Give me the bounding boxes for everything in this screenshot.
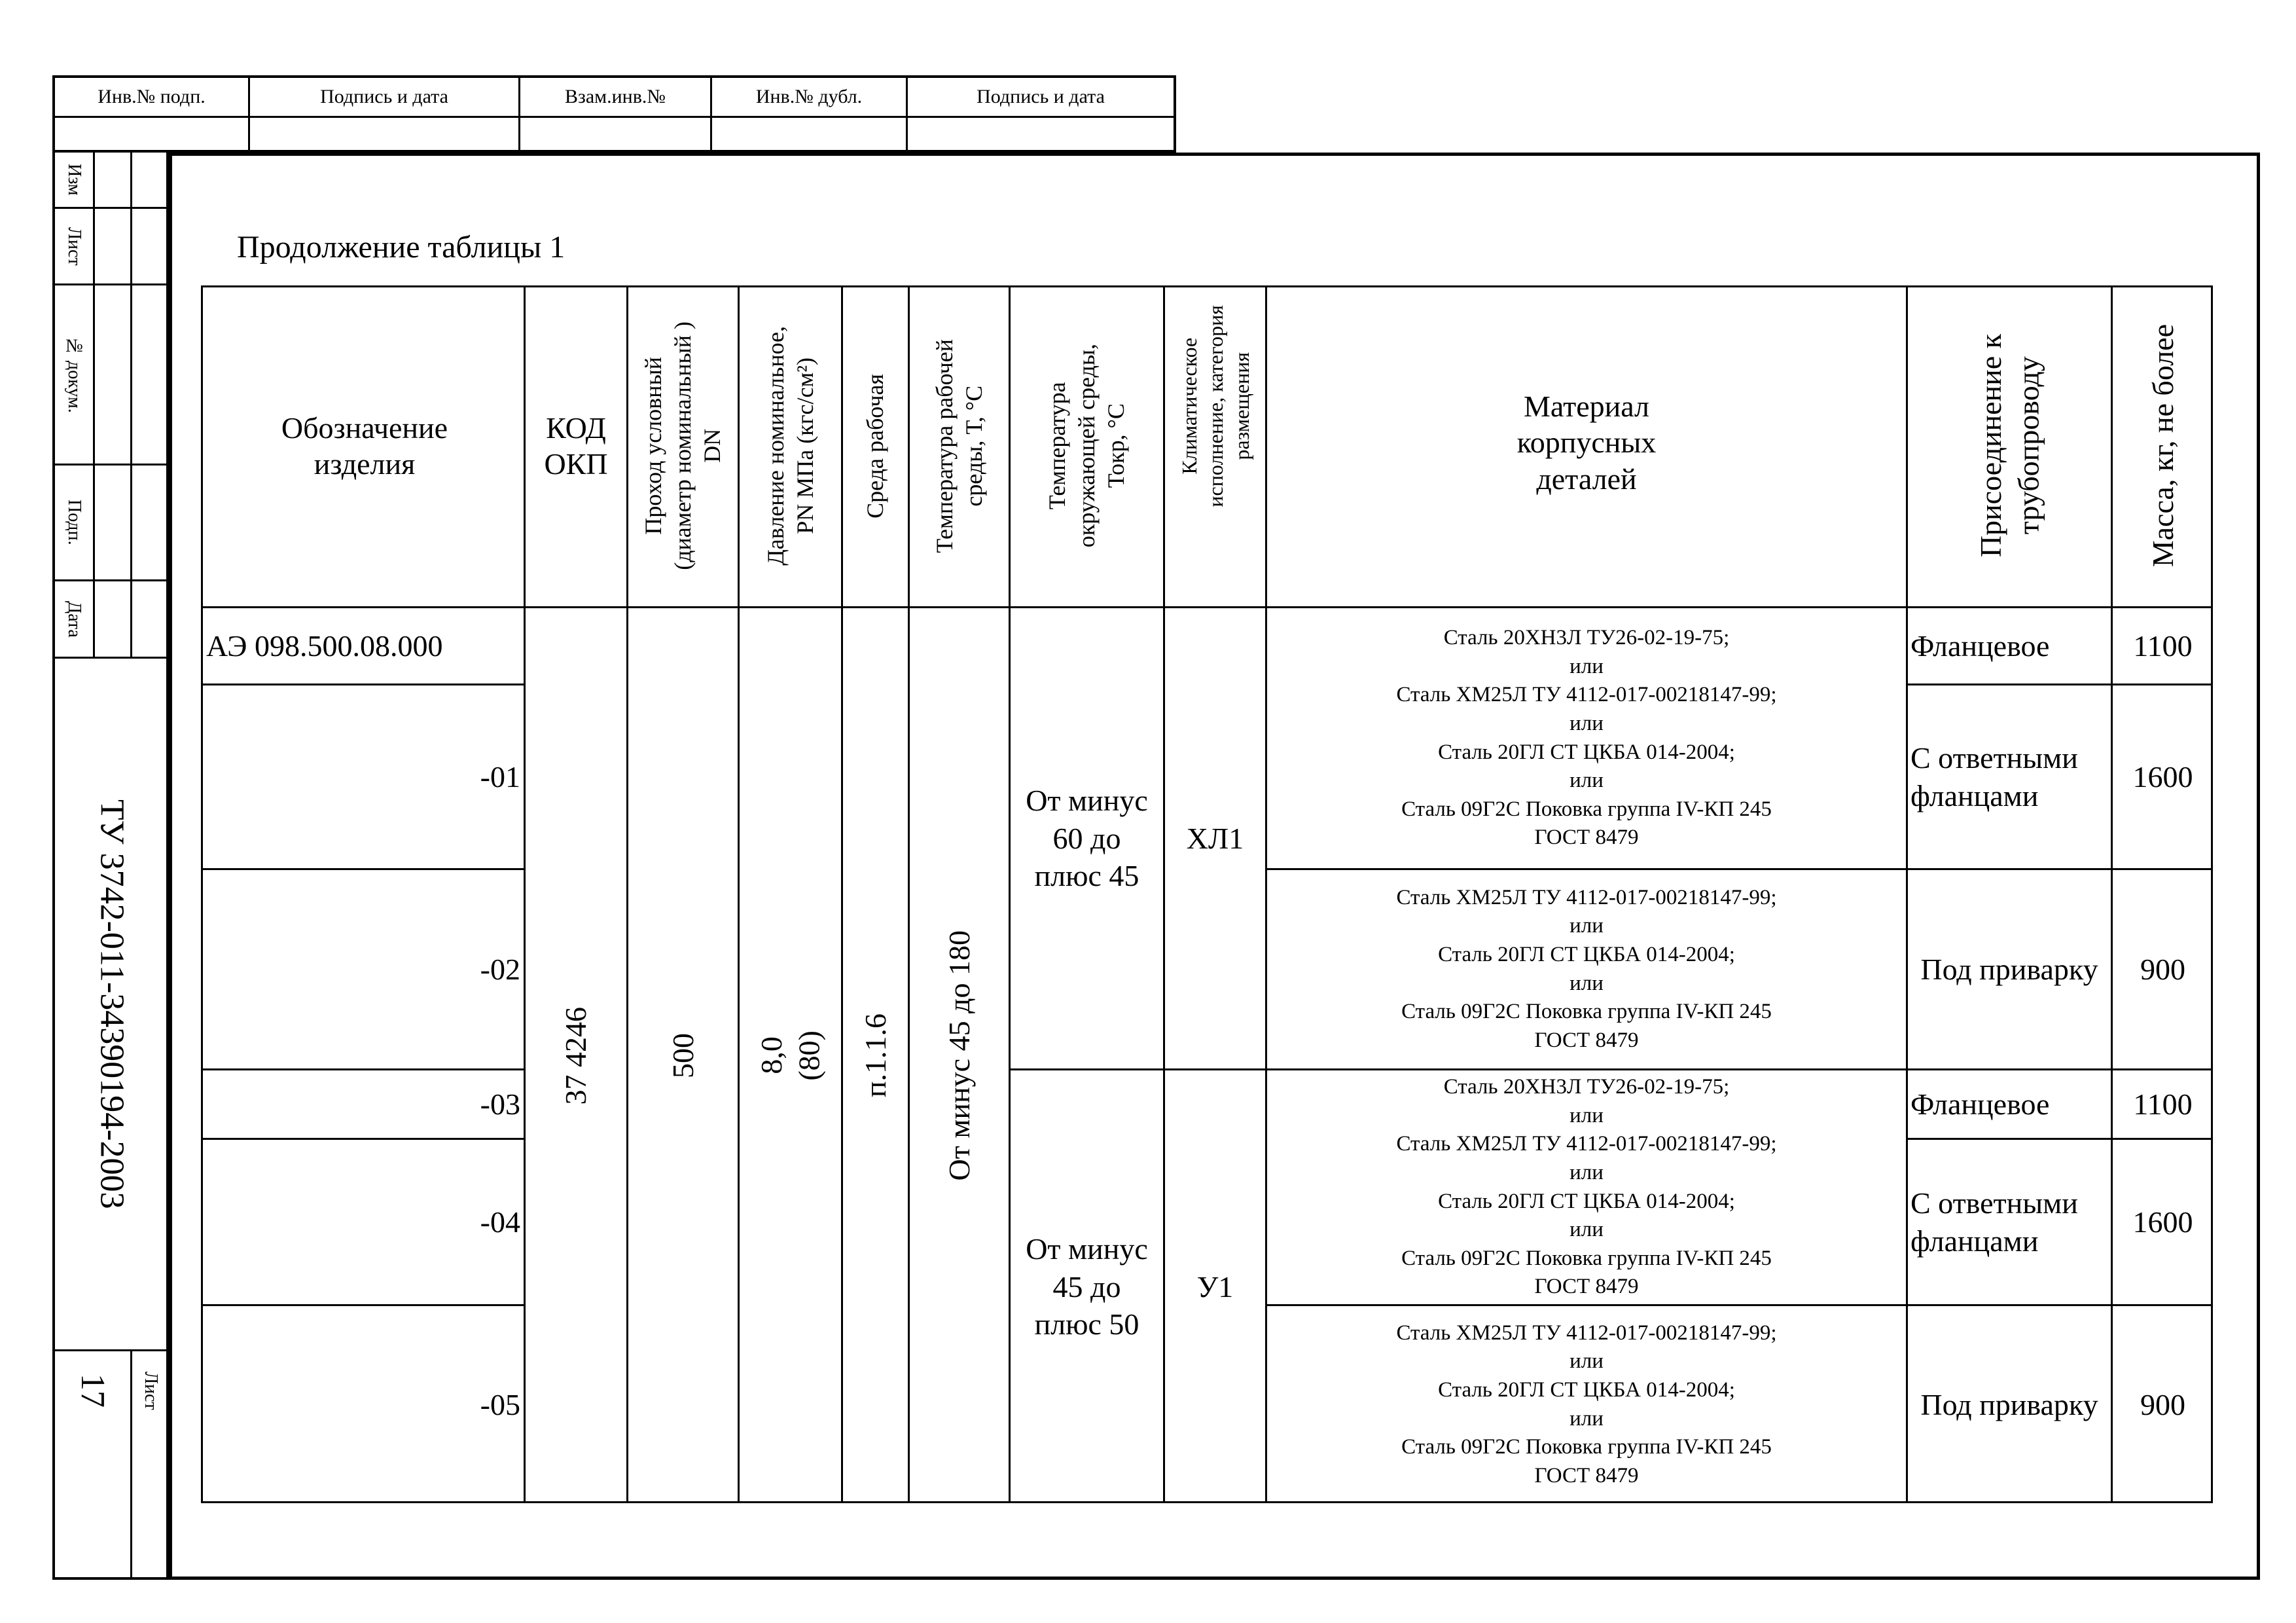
- header-mass-text: Масса, кг, не более: [2145, 324, 2179, 568]
- mass-cell: 900: [2140, 1387, 2185, 1421]
- designation-cell: -05: [480, 1387, 520, 1421]
- material-line: Сталь 20ГЛ СТ ЦКБА 014-2004;: [1438, 1377, 1735, 1402]
- header-dn-line: (диаметр номинальный ): [670, 321, 696, 570]
- material-line: Сталь 20ХН3Л ТУ26-02-19-75;: [1443, 1075, 1730, 1099]
- material-line: или: [1570, 1103, 1604, 1127]
- okp-value: [526, 608, 626, 1503]
- material-line: или: [1570, 1218, 1604, 1242]
- header-climate-line: Климатическое: [1177, 337, 1201, 475]
- material-line: Сталь 09Г2С Поковка группа IV-КП 245: [1401, 1435, 1772, 1459]
- header-climate-line: размещения: [1229, 352, 1253, 460]
- temp-env-line: 60 до: [1052, 821, 1121, 855]
- header-temp-env-line: Температура: [1044, 382, 1070, 510]
- header-connection-line: трубопроводу: [2011, 357, 2045, 535]
- temp-env-line: От минус: [1026, 784, 1148, 818]
- temp-env-line: плюс 45: [1034, 859, 1139, 893]
- designation-cell: -01: [480, 759, 520, 793]
- header-dn: [628, 285, 738, 606]
- date-label: Дата: [64, 600, 84, 638]
- material-line: ГОСТ 8479: [1534, 1275, 1639, 1299]
- material-line: или: [1570, 971, 1604, 995]
- designation-cell: -04: [480, 1205, 520, 1239]
- material-line: Сталь 20ХН3Л ТУ26-02-19-75;: [1443, 626, 1730, 650]
- designation-cell: АЭ 098.500.08.000: [206, 629, 443, 663]
- header-material-line: деталей: [1536, 462, 1637, 496]
- header-designation: Обозначение изделия: [281, 410, 448, 481]
- okp-text: 37 4246: [559, 1006, 593, 1105]
- spec-table: [201, 285, 2213, 1503]
- stamp-header: Подпись и дата: [250, 78, 518, 118]
- stamp-header: Подпись и дата: [908, 78, 1174, 118]
- temp-work-text: От минус 45 до 180: [942, 930, 976, 1181]
- material-line: ГОСТ 8479: [1534, 1463, 1639, 1487]
- material-line: Сталь ХМ25Л ТУ 4112-017-00218147-99;: [1396, 683, 1777, 707]
- header-okp: КОД ОКП: [544, 410, 608, 481]
- climate-value: ХЛ1: [1186, 821, 1244, 855]
- material-cell: [1267, 1070, 1906, 1304]
- header-material-line: корпусных: [1516, 426, 1657, 460]
- signature-label: Подп.: [64, 500, 84, 545]
- temp-work-value: [910, 608, 1009, 1503]
- sheet-label: Лист: [141, 1371, 161, 1410]
- header-material: [1267, 384, 1906, 501]
- material-line: ГОСТ 8479: [1534, 1028, 1639, 1052]
- designation-cell: -02: [480, 952, 520, 986]
- material-line: Сталь 09Г2С Поковка группа IV-КП 245: [1401, 1246, 1772, 1270]
- material-line: или: [1570, 711, 1604, 735]
- temp-env-line: От минус: [1026, 1232, 1148, 1266]
- header-climate: [1165, 285, 1265, 606]
- header-temp-work-line: Температура рабочей: [931, 338, 958, 553]
- mass-cell: 1100: [2133, 629, 2193, 663]
- header-material-line: Материал: [1523, 390, 1650, 424]
- temp-env-line: 45 до: [1052, 1269, 1121, 1304]
- material-line: Сталь 09Г2С Поковка группа IV-КП 245: [1401, 1000, 1772, 1024]
- pn-value: [740, 608, 841, 1503]
- header-temp-env-line: окружающей среды,: [1073, 344, 1100, 548]
- dn-value: [628, 608, 738, 1503]
- document-number-label: № докум.: [64, 336, 84, 413]
- mass-cell: 1600: [2132, 759, 2193, 793]
- material-line: или: [1570, 914, 1604, 938]
- material-line: Сталь 20ГЛ СТ ЦКБА 014-2004;: [1438, 1189, 1735, 1213]
- header-temp-work-line: среды, Т, °С: [960, 385, 987, 507]
- temp-env-value: [1011, 1070, 1163, 1503]
- material-line: Сталь ХМ25Л ТУ 4112-017-00218147-99;: [1396, 1321, 1777, 1345]
- designation-cell: -03: [480, 1087, 520, 1121]
- material-line: Сталь ХМ25Л ТУ 4112-017-00218147-99;: [1396, 1132, 1777, 1156]
- mass-cell: 1100: [2133, 1087, 2193, 1121]
- header-temp-env: [1011, 285, 1163, 606]
- connection-cell: С ответными фланцами: [1910, 1186, 2078, 1258]
- header-temp-work: [910, 285, 1009, 606]
- header-pn-line: Давление номинальное,: [762, 326, 789, 566]
- header-connection: [1908, 285, 2111, 606]
- medium-text: п.1.1.6: [858, 1013, 892, 1098]
- material-cell: [1267, 870, 1906, 1068]
- material-line: или: [1570, 654, 1604, 678]
- material-line: или: [1570, 769, 1604, 793]
- table-caption: Продолжение таблицы 1: [237, 230, 565, 264]
- header-mass: [2113, 285, 2213, 606]
- header-dn-line: DN: [699, 429, 725, 463]
- header-pn-line: PN МПа (кгс/см²): [791, 357, 818, 534]
- material-line: ГОСТ 8479: [1534, 826, 1639, 850]
- connection-cell: Фланцевое: [1910, 1087, 2050, 1121]
- material-cell: [1267, 1306, 1906, 1503]
- stamp-header: Взам.инв.№: [520, 78, 710, 118]
- connection-cell: С ответными фланцами: [1910, 741, 2078, 812]
- dn-text: 500: [666, 1033, 700, 1078]
- header-medium: [843, 285, 908, 606]
- medium-value: [843, 608, 908, 1503]
- mass-cell: 1600: [2132, 1205, 2193, 1239]
- header-pn: [740, 285, 841, 606]
- temp-env-value: [1011, 608, 1163, 1068]
- header-dn-line: Проход условный: [640, 357, 666, 535]
- material-line: или: [1570, 1406, 1604, 1431]
- material-line: или: [1570, 1160, 1604, 1184]
- climate-value: У1: [1196, 1269, 1234, 1304]
- material-line: Сталь 09Г2С Поковка группа IV-КП 245: [1401, 797, 1772, 821]
- material-line: Сталь 20ГЛ СТ ЦКБА 014-2004;: [1438, 942, 1735, 966]
- sheet-column-label: Лист: [64, 227, 84, 266]
- temp-env-line: плюс 50: [1034, 1307, 1139, 1341]
- header-temp-env-line: Токр, °С: [1103, 403, 1129, 488]
- stamp-header: Инв.№ подп.: [55, 78, 248, 118]
- revision-label: Изм: [64, 164, 84, 196]
- material-cell: [1267, 608, 1906, 868]
- connection-cell: Фланцевое: [1910, 629, 2050, 663]
- pn-line: (80): [792, 1030, 826, 1081]
- material-line: Сталь 20ГЛ СТ ЦКБА 014-2004;: [1438, 740, 1735, 764]
- document-code: ТУ 3742-011-34390194-2003: [93, 799, 131, 1209]
- header-medium-text: Среда рабочая: [862, 373, 888, 519]
- stamp-header: Инв.№ дубл.: [712, 78, 906, 118]
- pn-line: 8,0: [755, 1036, 788, 1075]
- header-climate-line: исполнение, категория: [1203, 305, 1227, 507]
- material-line: Сталь ХМ25Л ТУ 4112-017-00218147-99;: [1396, 885, 1777, 909]
- left-sidebar: [52, 153, 169, 1580]
- sheet-number: 17: [74, 1374, 111, 1408]
- material-line: или: [1570, 1349, 1604, 1374]
- mass-cell: 900: [2140, 952, 2185, 986]
- connection-cell: Под приварку: [1920, 1387, 2098, 1421]
- header-connection-line: Присоединение к: [1973, 334, 2007, 558]
- stamp-strip: [52, 75, 1176, 153]
- connection-cell: Под приварку: [1920, 952, 2098, 986]
